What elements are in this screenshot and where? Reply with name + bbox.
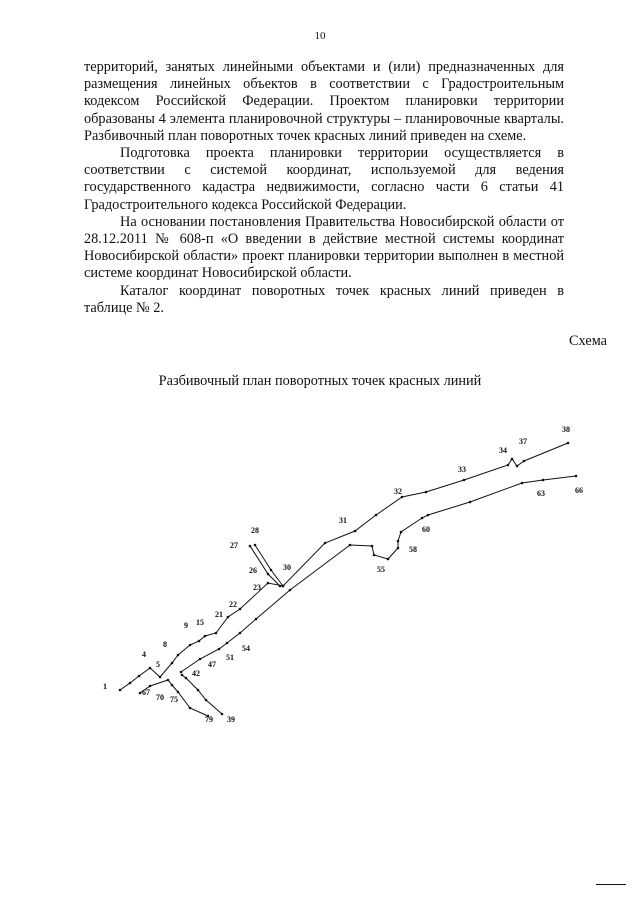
turning-point-marker bbox=[177, 691, 180, 694]
turning-point-marker bbox=[139, 692, 142, 695]
turning-point-marker bbox=[239, 632, 242, 635]
turning-point-marker bbox=[226, 642, 229, 645]
point-label: 63 bbox=[537, 489, 545, 498]
turning-point-marker bbox=[167, 679, 170, 682]
turning-point-marker bbox=[400, 531, 403, 534]
turning-point-marker bbox=[198, 640, 201, 643]
turning-point-marker bbox=[279, 585, 282, 588]
turning-point-marker bbox=[218, 648, 221, 651]
turning-point-marker bbox=[254, 544, 257, 547]
point-label: 60 bbox=[422, 525, 430, 534]
turning-point-marker bbox=[575, 475, 578, 478]
turning-point-marker bbox=[371, 545, 374, 548]
point-label: 5 bbox=[156, 660, 160, 669]
turning-point-marker bbox=[375, 514, 378, 517]
turning-point-marker bbox=[221, 713, 224, 716]
turning-point-marker bbox=[227, 616, 230, 619]
turning-point-marker bbox=[197, 689, 200, 692]
turning-point-marker bbox=[181, 674, 184, 677]
turning-point-marker bbox=[159, 676, 162, 679]
point-label: 70 bbox=[156, 693, 164, 702]
turning-point-marker bbox=[387, 558, 390, 561]
turning-point-marker bbox=[129, 682, 132, 685]
turning-point-marker bbox=[255, 618, 258, 621]
paragraph-2: Подготовка проекта планировки территории осуществляется в соответствии с системой координат, используемой для ведения государственного кадастра недвижимости, согласно части 6 статьи 41 Градостроительного кодекса Российской Федерации. bbox=[84, 145, 564, 213]
turning-point-marker bbox=[427, 514, 430, 517]
point-label: 15 bbox=[196, 618, 204, 627]
turning-point-marker bbox=[204, 635, 207, 638]
paragraph-4: Каталог координат поворотных точек красных линий приведен в таблице № 2. bbox=[84, 282, 564, 316]
turning-point-marker bbox=[324, 542, 327, 545]
turning-point-marker bbox=[189, 644, 192, 647]
point-label: 66 bbox=[575, 486, 583, 495]
turning-point-marker bbox=[425, 491, 428, 494]
turning-point-marker bbox=[463, 479, 466, 482]
schema-label: Схема bbox=[569, 333, 607, 349]
turning-point-marker bbox=[567, 442, 570, 445]
turning-point-marker bbox=[149, 685, 152, 688]
point-label: 33 bbox=[458, 465, 466, 474]
turning-point-marker bbox=[185, 677, 188, 680]
turning-point-marker bbox=[239, 608, 242, 611]
point-label: 4 bbox=[142, 650, 146, 659]
turning-point-marker bbox=[189, 707, 192, 710]
turning-point-marker bbox=[267, 573, 270, 576]
point-label: 54 bbox=[242, 644, 250, 653]
point-label: 22 bbox=[229, 600, 237, 609]
turning-point-marker bbox=[511, 458, 514, 461]
turning-point-marker bbox=[180, 671, 183, 674]
turning-point-marker bbox=[138, 675, 141, 678]
point-label: 32 bbox=[394, 487, 402, 496]
turning-point-marker bbox=[119, 689, 122, 692]
point-label: 21 bbox=[215, 610, 223, 619]
turning-point-marker bbox=[282, 585, 285, 588]
red-line-segment bbox=[182, 675, 222, 714]
point-label: 47 bbox=[208, 660, 216, 669]
point-label: 38 bbox=[562, 425, 570, 434]
turning-point-marker bbox=[267, 582, 270, 585]
point-label: 42 bbox=[192, 669, 200, 678]
turning-point-marker bbox=[249, 545, 252, 548]
point-label: 26 bbox=[249, 566, 257, 575]
paragraph-3: На основании постановления Правительства Новосибирской области от 28.12.2011 № 608-п «О введении в действие местной системы координат Новосибирской области» проект планировки территории выполнен в местной системе координат Новосибирской области. bbox=[84, 213, 564, 282]
turning-point-marker bbox=[542, 479, 545, 482]
turning-point-marker bbox=[177, 654, 180, 657]
point-label: 55 bbox=[377, 565, 385, 574]
turning-point-marker bbox=[270, 569, 273, 572]
turning-point-marker bbox=[354, 530, 357, 533]
turning-point-marker bbox=[523, 460, 526, 463]
turning-point-marker bbox=[421, 517, 424, 520]
point-label: 9 bbox=[184, 621, 188, 630]
point-label: 8 bbox=[163, 640, 167, 649]
footer-rule bbox=[596, 884, 626, 885]
turning-point-marker bbox=[397, 540, 400, 543]
point-label: 27 bbox=[230, 541, 238, 550]
paragraph-1: территорий, занятых линейными объектами и (или) предназначенных для размещения линейных объектов в соответствии с Градостроительным кодексом Российской Федерации. Проектом планировки территории образованы 4 элемента планировочной структуры – планировочные кварталы. Разбивочный план поворотных точек красных линий приведен на схеме. bbox=[84, 59, 564, 144]
point-label: 30 bbox=[283, 563, 291, 572]
turning-point-marker bbox=[199, 658, 202, 661]
turning-point-marker bbox=[171, 684, 174, 687]
turning-point-marker bbox=[521, 482, 524, 485]
point-label: 75 bbox=[170, 695, 178, 704]
turning-point-marker bbox=[215, 632, 218, 635]
turning-point-marker bbox=[349, 544, 352, 547]
turning-point-marker bbox=[507, 464, 510, 467]
point-label: 31 bbox=[339, 516, 347, 525]
turning-point-marker bbox=[205, 699, 208, 702]
turning-point-marker bbox=[373, 554, 376, 557]
red-line-segment bbox=[120, 443, 568, 690]
red-line-segment bbox=[255, 545, 283, 586]
turning-point-marker bbox=[516, 465, 519, 468]
turning-point-marker bbox=[171, 662, 174, 665]
point-label: 39 bbox=[227, 715, 235, 724]
point-label: 67 bbox=[142, 688, 150, 697]
diagram-title: Разбивочный план поворотных точек красных линий bbox=[158, 373, 482, 389]
turning-point-marker bbox=[469, 501, 472, 504]
red-line-segment bbox=[181, 476, 576, 672]
point-label: 37 bbox=[519, 437, 527, 446]
turning-point-marker bbox=[289, 589, 292, 592]
point-label: 79 bbox=[205, 715, 213, 724]
point-label: 1 bbox=[103, 682, 107, 691]
turning-point-marker bbox=[401, 496, 404, 499]
point-label: 51 bbox=[226, 653, 234, 662]
point-label: 28 bbox=[251, 526, 259, 535]
point-label: 23 bbox=[253, 583, 261, 592]
page-number: 10 bbox=[314, 30, 326, 42]
point-label: 34 bbox=[499, 446, 507, 455]
point-label: 58 bbox=[409, 545, 417, 554]
turning-point-marker bbox=[397, 547, 400, 550]
turning-point-marker bbox=[149, 667, 152, 670]
